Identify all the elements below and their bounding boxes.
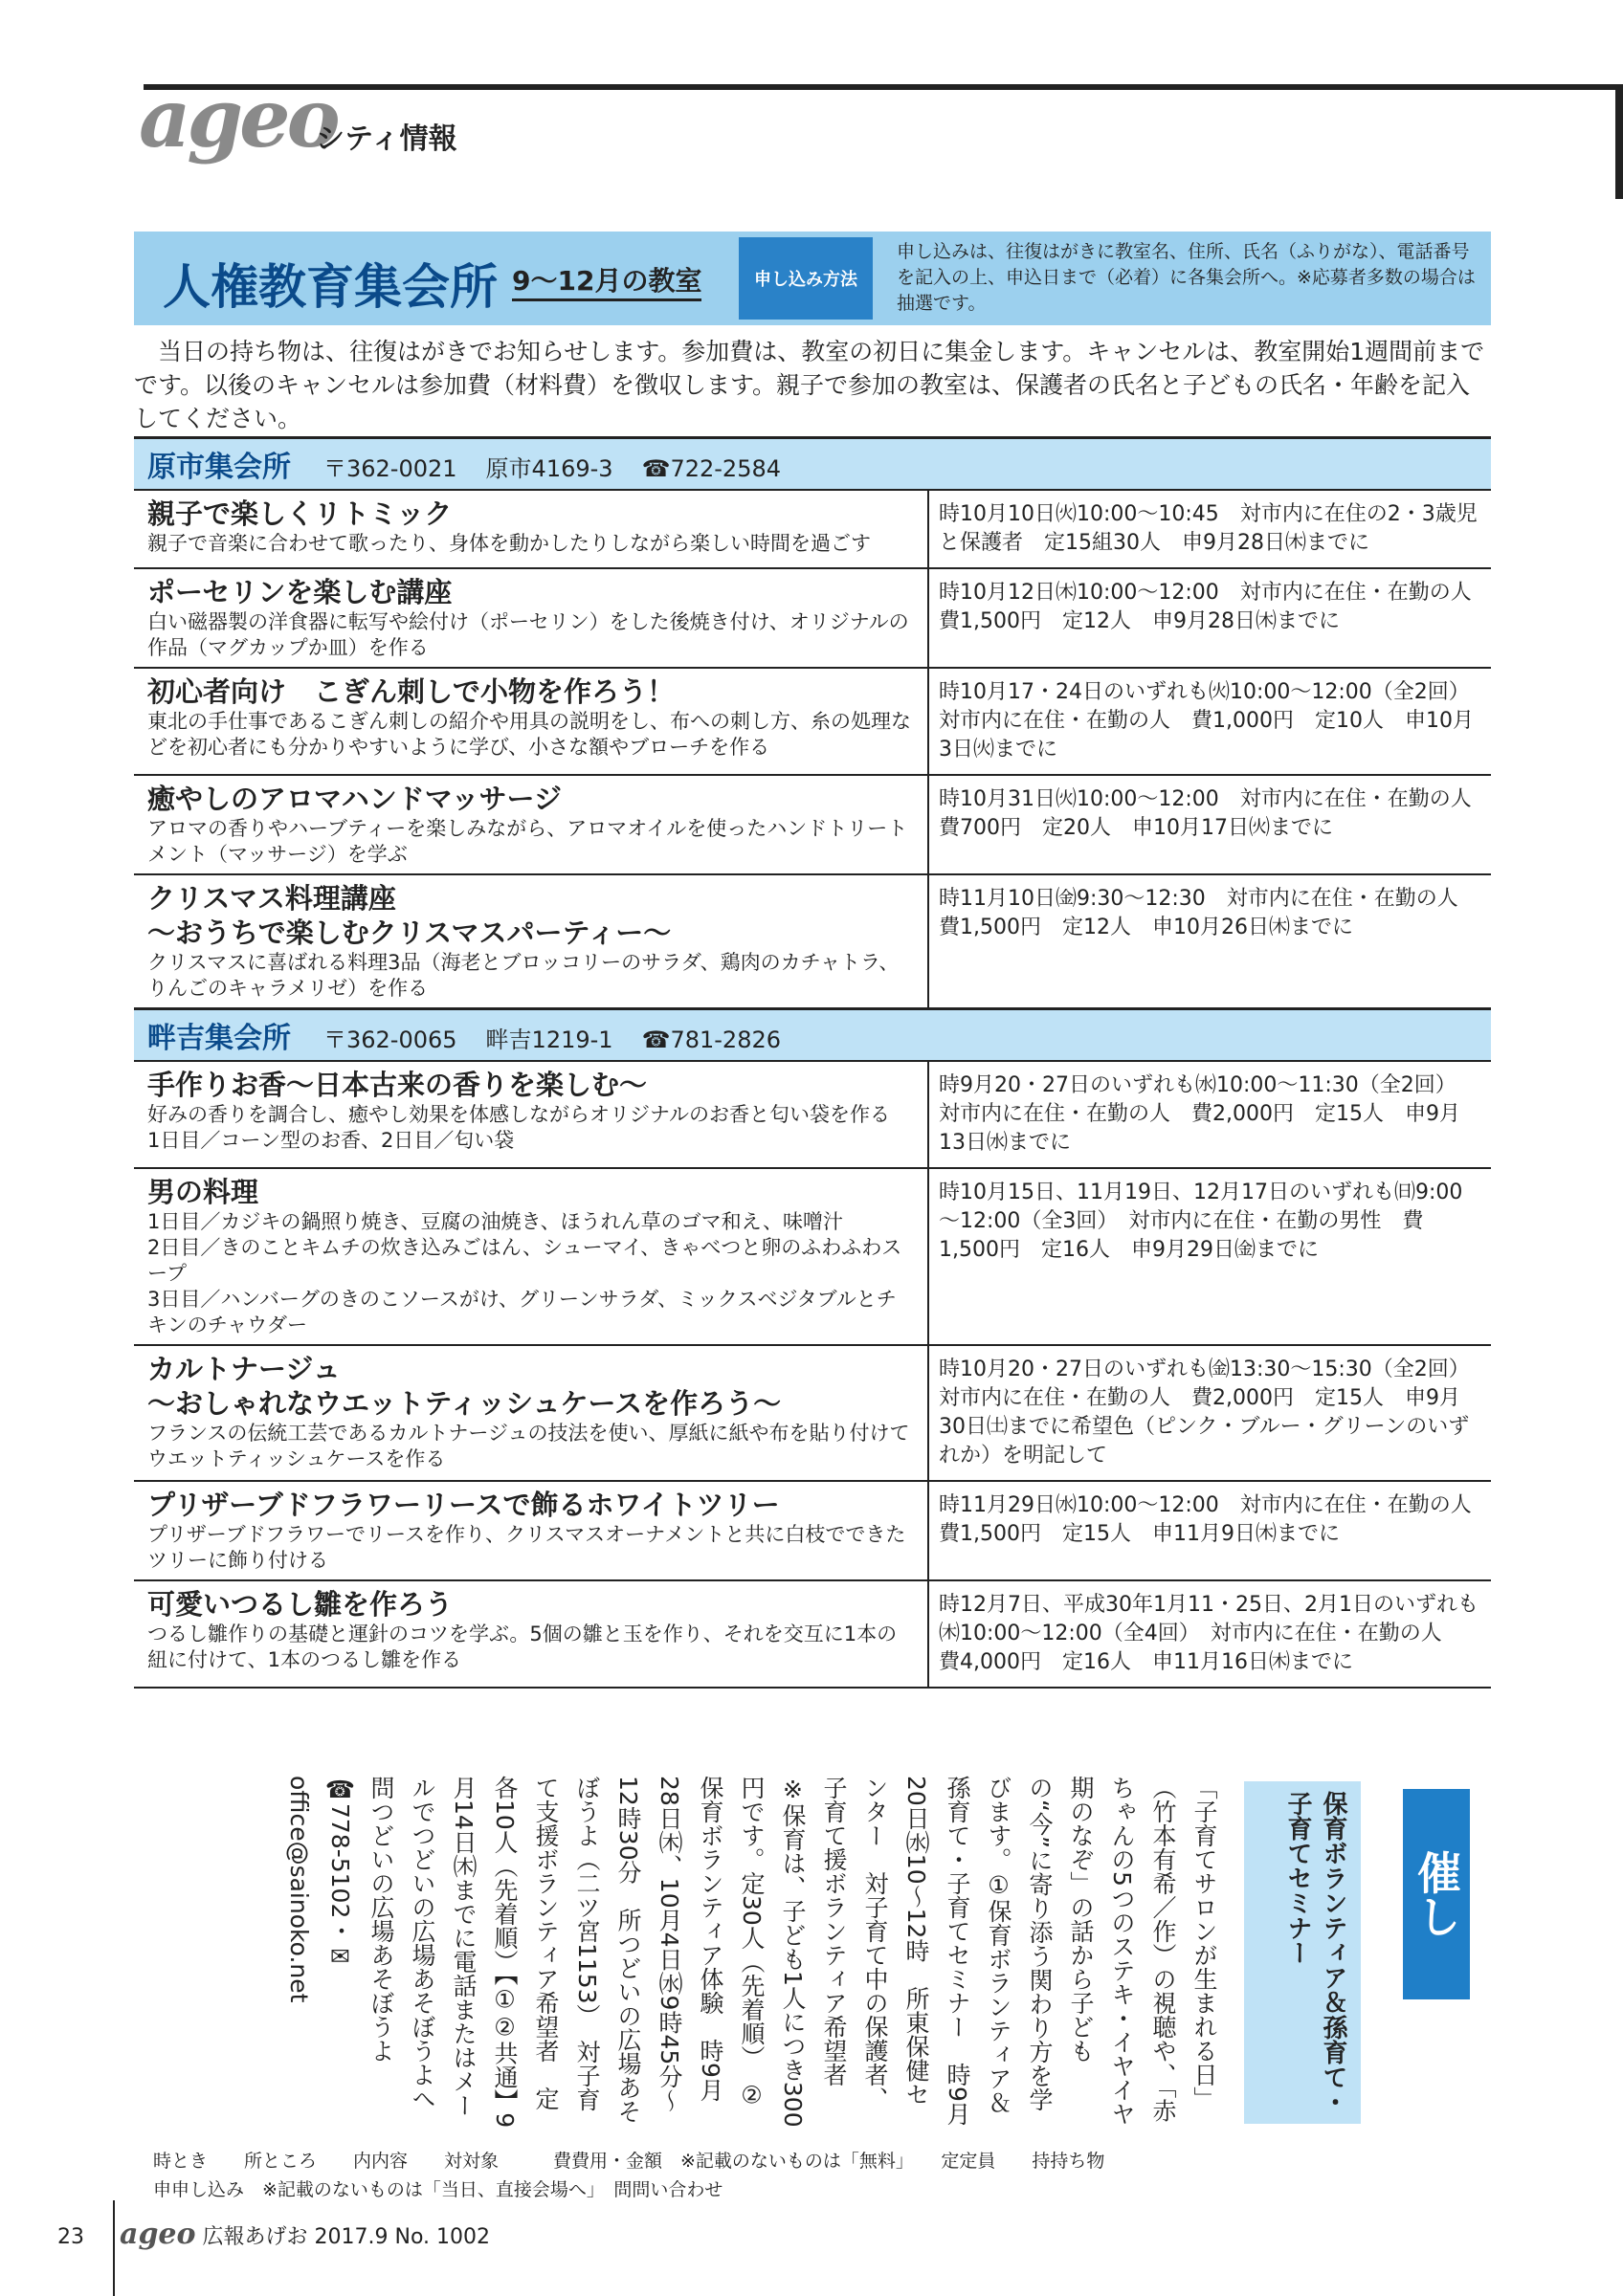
- page-number: 23: [57, 2225, 84, 2249]
- legend-line-2: 申申し込み ※記載のないものは「当日、直接会場へ」 問問い合わせ: [153, 2179, 723, 2200]
- event-info: 時10月31日㈫10:00～12:00 対市内に在住・在勤の人 費700円 定20人 申10月17日㈫までに: [928, 775, 1491, 874]
- section-tel: ☎781-2826: [641, 1027, 782, 1053]
- section-address: 原市4169-3: [485, 455, 613, 482]
- event-row: [134, 490, 1491, 568]
- method-label: 申し込み方法: [739, 237, 873, 320]
- event-description: クリスマスに喜ばれる料理3品（海老とブロッコリーのサラダ、鶏肉のカチャトラ、りんごのキャラメリゼ）を作る: [147, 951, 900, 1000]
- moyoshi-label: 催し: [1403, 1789, 1470, 1999]
- event-info: 時10月15日、11月19日、12月17日のいずれも㈰9:00～12:00（全3回） 対市内に在住・在勤の男性 費1,500円 定16人 申9月29日㈮までに: [928, 1168, 1491, 1345]
- event-description: つるし雛作りの基礎と運針のコツを学ぶ。5個の雛と玉を作り、それを交互に1本の紐に付けて、1本のつるし雛を作る: [147, 1623, 898, 1671]
- event-info: 時11月29日㈬10:00～12:00 対市内に在住・在勤の人 費1,500円 定15人 申11月9日㈭までに: [928, 1481, 1491, 1580]
- moyoshi-body: 「子育てサロンが生まれる日」（竹本有希／作）の視聴や、「赤ちゃんの5つのステキ・イヤイヤ期のなぞ」の話から子どもの“今”に寄り添う関わり方を学びます。①保育ボランティア＆孫育て・子育てセミナー 時9月20日㈬10～12時 所東保健センター 対子育て中の保護者、子育て援ボランティア希望者 ※保育は、子ども1人につき300円です。定30人（先着順） ②保育ボランティア体験 時9月28日㈭、10月4日㈬9時45分～12時30分 所つどいの広場あそぼうよ（二ツ宮1153） 対子育て支援ボランティア希望者 定各10人（先着順）【①②共通】9月14日㈭までに電話またはメールでつどいの広場あそぼうよへ 問つどいの広場あそぼうよ☎778-5102・✉office@sainoko.net: [285, 1776, 1218, 2134]
- event-info: 時10月12日㈭10:00～12:00 対市内に在住・在勤の人 費1,500円 定12人 申9月28日㈭までに: [928, 568, 1491, 668]
- event-row: [134, 1580, 1491, 1688]
- event-description: フランスの伝統工芸であるカルトナージュの技法を使い、厚紙に紙や布を貼り付けてウエットティッシュケースを作る: [147, 1422, 910, 1470]
- event-title: 初心者向け こぎん刺しで小物を作ろう！: [147, 675, 676, 708]
- event-row: [134, 668, 1491, 775]
- section-name: 原市集会所: [147, 451, 291, 484]
- banner: [134, 232, 1491, 325]
- event-description: 好みの香りを調合し、癒やし効果を体感しながらオリジナルのお香と匂い袋を作る 1日目／コーン型のお香、2日目／匂い袋: [147, 1103, 890, 1152]
- section-title: シティ情報: [316, 122, 457, 156]
- event-table: [134, 436, 1491, 1689]
- event-title: 男の料理: [147, 1176, 259, 1208]
- legend-line-1: 時とき 所ところ 内内容 対対象 費費用・金額 ※記載のないものは「無料」 定定員 持持ち物: [153, 2151, 1105, 2172]
- event-description: プリザーブドフラワーでリースを作り、クリスマスオーナメントと共に白枝でできたツリーに飾り付ける: [147, 1523, 906, 1572]
- section-header: [134, 438, 1491, 491]
- event-info: 時9月20・27日のいずれも㈬10:00～11:30（全2回） 対市内に在住・在勤の人 費2,000円 定15人 申9月13日㈬までに: [928, 1061, 1491, 1168]
- section-name: 畔吉集会所: [147, 1022, 291, 1055]
- intro-text: 当日の持ち物は、往復はがきでお知らせします。参加費は、教室の初日に集金します。キャンセルは、教室開始1週間前までです。以後のキャンセルは参加費（材料費）を徴収します。親子で参加の教室は、保護者の氏名と子どもの氏名・年齢を記入してください。: [134, 338, 1485, 432]
- event-title: 手作りお香～日本古来の香りを楽しむ～: [147, 1069, 648, 1101]
- event-title: 親子で楽しくリトミック: [147, 497, 453, 530]
- event-title: ポーセリンを楽しむ講座: [147, 576, 453, 608]
- event-row: [134, 775, 1491, 874]
- event-title: 可愛いつるし雛を作ろう: [147, 1588, 454, 1621]
- event-info: 時11月10日㈮9:30～12:30 対市内に在住・在勤の人 費1,500円 定12人 申10月26日㈭までに: [928, 874, 1491, 1009]
- event-description: 1日目／カジキの鍋照り焼き、豆腐の油焼き、ほうれん草のゴマ和え、味噌汁 2日目／きのことキムチの炊き込みごはん、シューマイ、きゃべつと卵のふわふわスープ 3日目／ハンバーグのきのこソースがけ、グリーンサラダ、ミックスベジタブルとチキンのチャウダー: [147, 1210, 902, 1336]
- legend: [153, 2147, 1104, 2204]
- event-row: [134, 1168, 1491, 1345]
- ageo-logo: ageo: [139, 71, 337, 166]
- event-title: プリザーブドフラワーリースで飾るホワイトツリー: [147, 1489, 780, 1521]
- event-row: [134, 874, 1491, 1009]
- event-info: 時10月17・24日のいずれも㈫10:00～12:00（全2回） 対市内に在住・在勤の人 費1,000円 定10人 申10月3日㈫までに: [928, 668, 1491, 775]
- event-description: アロマの香りやハーブティーを楽しみながら、アロマオイルを使ったハンドトリートメント（マッサージ）を学ぶ: [147, 817, 908, 866]
- event-title: 癒やしのアロマハンドマッサージ: [147, 783, 562, 815]
- section-tel: ☎722-2584: [641, 455, 782, 482]
- section-address: 畔吉1219-1: [485, 1027, 613, 1053]
- header-bar: [1615, 84, 1623, 199]
- event-row: [134, 568, 1491, 668]
- section-header: [134, 1009, 1491, 1062]
- footer: [57, 2218, 490, 2251]
- method-text: 申し込みは、往復はがきに教室名、住所、氏名（ふりがな）、電話番号を記入の上、申込日まで（必着）に各集会所へ。※応募者多数の場合は抽選です。: [897, 241, 1476, 314]
- banner-subtitle: 9～12月の教室: [512, 260, 701, 301]
- event-row: [134, 1345, 1491, 1481]
- header-rule: [144, 84, 1623, 90]
- banner-title: 人権教育集会所: [163, 259, 498, 315]
- footer-text: 広報あげお 2017.9 No. 1002: [202, 2225, 490, 2249]
- section-zip: 〒362-0065: [323, 1027, 457, 1053]
- event-title: クリスマス料理講座 ～おうちで楽しむクリスマスパーティー～: [147, 882, 672, 949]
- event-description: 親子で音楽に合わせて歌ったり、身体を動かしたりしながら楽しい時間を過ごす: [147, 532, 871, 555]
- footer-logo: ageo: [120, 2218, 196, 2251]
- event-info: 時10月10日㈫10:00～10:45 対市内に在住の2・3歳児と保護者 定15組30人 申9月28日㈭までに: [928, 490, 1491, 568]
- section-zip: 〒362-0021: [323, 455, 457, 482]
- moyoshi-heading: 保育ボランティア＆孫育て・子育てセミナー: [1244, 1781, 1361, 2124]
- event-info: 時12月7日、平成30年1月11・25日、2月1日のいずれも㈭10:00～12:00（全4回） 対市内に在住・在勤の人 費4,000円 定16人 申11月16日㈭までに: [928, 1580, 1491, 1688]
- event-title: カルトナージュ ～おしゃれなウエットティッシュケースを作ろう～: [147, 1353, 782, 1420]
- event-row: [134, 1481, 1491, 1580]
- event-info: 時10月20・27日のいずれも㈮13:30～15:30（全2回） 対市内に在住・在勤の人 費2,000円 定15人 申9月30日㈯までに希望色（ピンク・ブルー・グリーンのいずれか）を明記して: [928, 1345, 1491, 1481]
- event-description: 白い磁器製の洋食器に転写や絵付け（ポーセリン）をした後焼き付け、オリジナルの作品（マグカップか皿）を作る: [147, 610, 909, 659]
- event-row: [134, 1061, 1491, 1168]
- event-description: 東北の手仕事であるこぎん刺しの紹介や用具の説明をし、布への刺し方、糸の処理などを初心者にも分かりやすいように学び、小さな額やブローチを作る: [147, 710, 911, 759]
